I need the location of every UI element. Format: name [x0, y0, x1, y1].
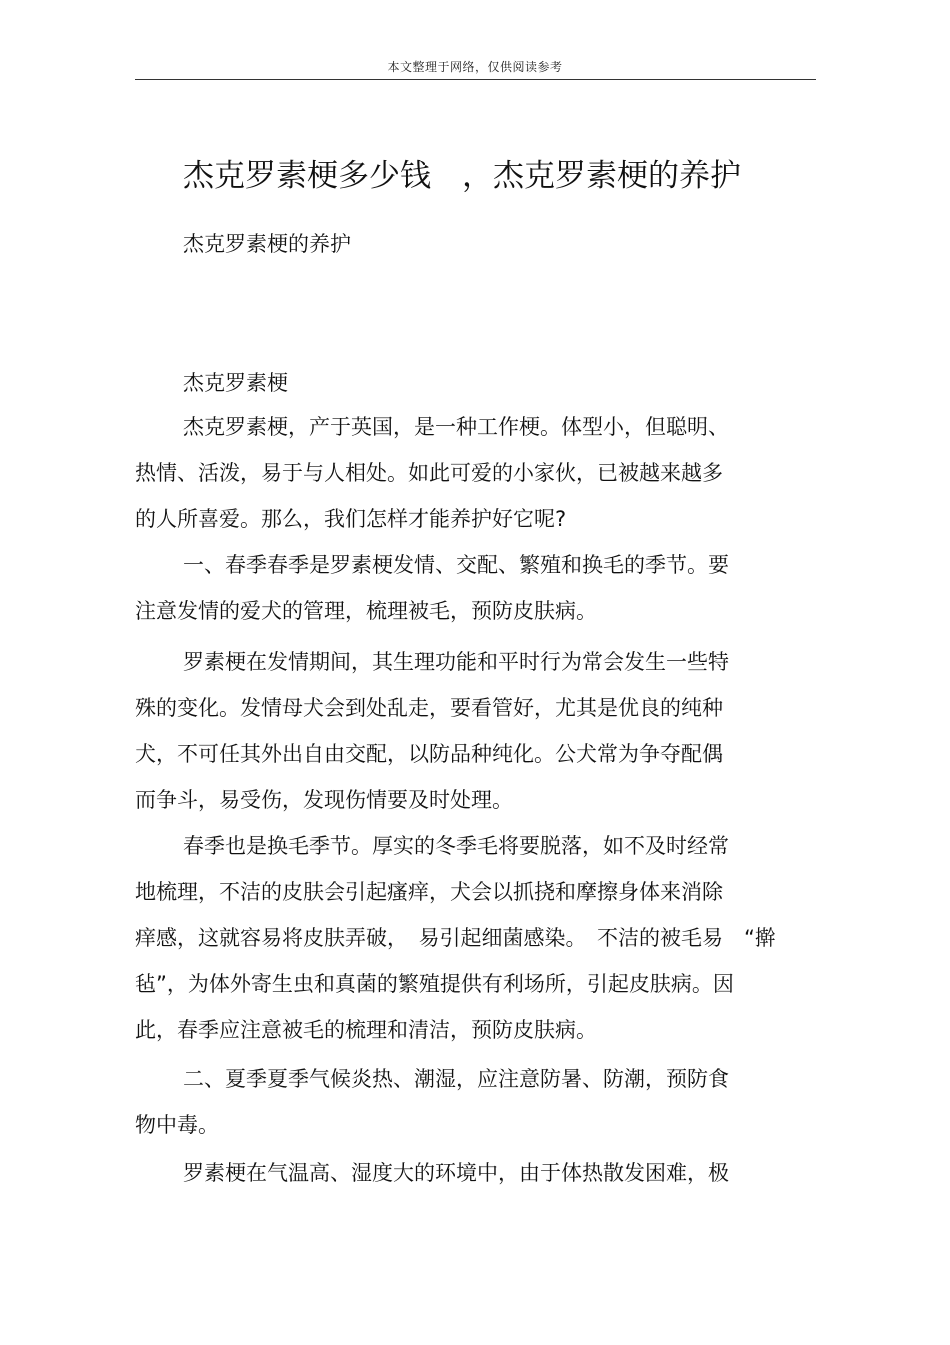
paragraph-line: 物中毒。 — [135, 1113, 219, 1137]
paragraph-line: 的人所喜爱。那么，我们怎样才能养护好它呢? — [135, 507, 567, 531]
paragraph-line: 此，春季应注意被毛的梳理和清洁，预防皮肤病。 — [135, 1018, 597, 1042]
paragraph-line: 罗素梗在发情期间，其生理功能和平时行为常会发生一些特 — [183, 650, 729, 674]
paragraph-line: 杰克罗素梗，产于英国，是一种工作梗。体型小，但聪明、 — [183, 415, 729, 439]
document-subtitle: 杰克罗素梗的养护 — [183, 232, 351, 256]
paragraph-line: 春季也是换毛季节。厚实的冬季毛将要脱落，如不及时经常 — [183, 834, 729, 858]
header-divider — [135, 79, 816, 80]
header-note: 本文整理于网络，仅供阅读参考 — [387, 60, 563, 74]
paragraph-line: 殊的变化。发情母犬会到处乱走，要看管好，尤其是优良的纯种 — [135, 696, 723, 720]
paragraph-line: 毡”，为体外寄生虫和真菌的繁殖提供有利场所，引起皮肤病。因 — [135, 972, 734, 996]
paragraph-line: 注意发情的爱犬的管理，梳理被毛，预防皮肤病。 — [135, 599, 597, 623]
paragraph-line: 地梳理，不洁的皮肤会引起瘙痒，犬会以抓挠和摩擦身体来消除 — [135, 880, 723, 904]
paragraph-line: 罗素梗在气温高、湿度大的环境中，由于体热散发困难，极 — [183, 1161, 729, 1185]
paragraph-line: 二、夏季夏季气候炎热、潮湿，应注意防暑、防潮，预防食 — [183, 1067, 729, 1091]
paragraph-line: 痒感，这就容易将皮肤弄破， 易引起细菌感染。 不洁的被毛易 “擀 — [135, 926, 776, 950]
paragraph-line: 热情、活泼，易于与人相处。如此可爱的小家伙，已被越来越多 — [135, 461, 723, 485]
paragraph-line: 一、春季春季是罗素梗发情、交配、繁殖和换毛的季节。要 — [183, 553, 729, 577]
document-title: 杰克罗素梗多少钱 ，杰克罗素梗的养护 — [183, 158, 741, 194]
section-heading: 杰克罗素梗 — [183, 371, 288, 395]
paragraph-line: 而争斗，易受伤，发现伤情要及时处理。 — [135, 788, 513, 812]
paragraph-line: 犬，不可任其外出自由交配，以防品种纯化。公犬常为争夺配偶 — [135, 742, 723, 766]
